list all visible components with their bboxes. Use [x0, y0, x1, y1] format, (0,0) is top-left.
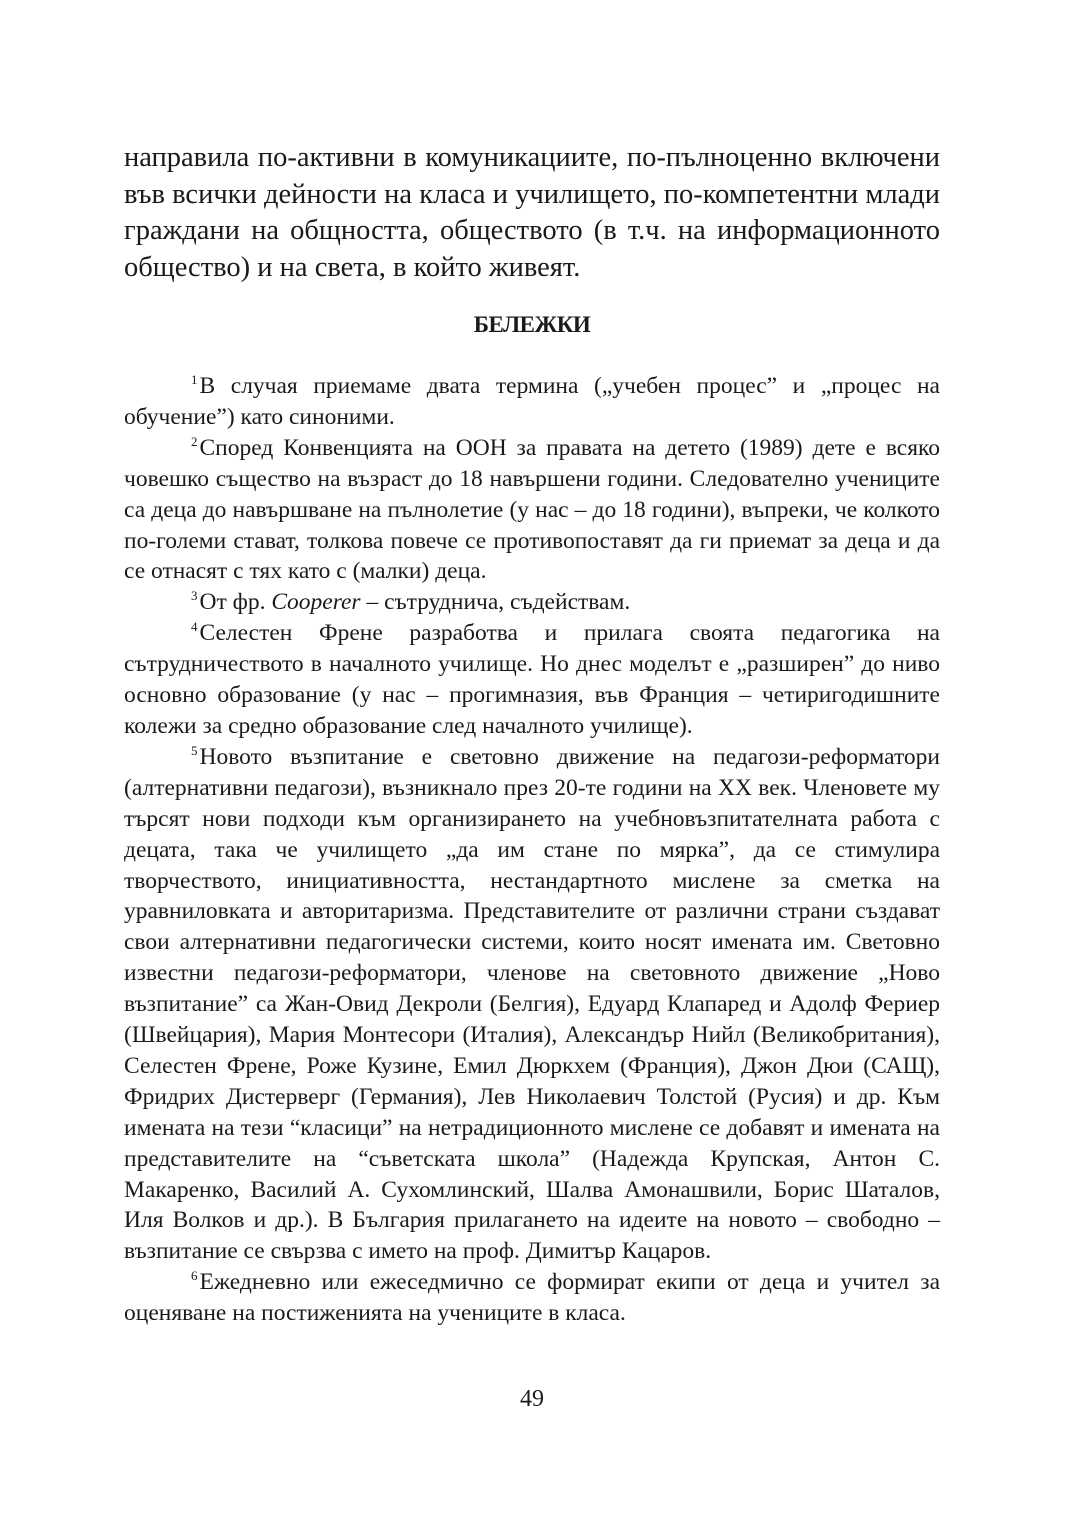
note-number: 4: [191, 619, 198, 635]
note-number: 2: [191, 433, 198, 449]
note-5: [124, 742, 940, 1267]
note-text: Новото възпитание е световно движение на педагози-реформатори (алтернативни педагози), възникнало през 20-те години на ХХ век. Членовете му търсят нови подходи към организирането на учебновъзпитателната работа с децата, така че училището „да им стане по мярка”, да се стимулира творчеството, инициативността, нестандартното мислене за сметка на уравниловката и авторитаризма. Представителите от различни страни създават свои алтернативни педагогически системи, които носят имената им. Световно известни педагози-реформатори, членове на световното движение „Ново възпитание” са Жан-Овид Декроли (Белгия), Едуард Клапаред и Адолф Фериер (Швейцария), Мария Монтесори (Италия), Александър Нийл (Великобритания), Селестен Френе, Роже Кузине, Емил Дюркхем (Франция), Джон Дюи (САЩ), Фридрих Дистерверг (Германия), Лев Николаевич Толстой (Русия) и др. Към имената на тези “класици” на нетрадиционното мислене се добавят и имената на представителите на “съветската школа” (Надежда Крупская, Антон С. Макаренко, Василий А. Сухомлинский, Шалва Амонашвили, Борис Шаталов, Иля Волков и др.). В България прилагането на идеите на новото – свободно – възпитание се свързва с името на проф. Димитър Кацаров.: [124, 743, 940, 1265]
note-text: Според Конвенцията на ООН за правата на детето (1989) дете е всяко човешко същество на възраст до 18 навършени години. Следователно учениците са деца до навършване на пълнолетие (у нас – до 18 години), въпреки, че колкото по-големи стават, толкова повече се противопоставят да ги приемат за деца и да се отнасят с тях като с (малки) деца.: [124, 434, 940, 585]
note-4: [124, 618, 940, 742]
note-text: В случая приемаме двата термина („учебен процес” и „процес на обучение”) като синоними.: [124, 373, 940, 430]
note-number: 6: [191, 1268, 198, 1284]
note-3: [124, 587, 940, 618]
note-6: [124, 1267, 940, 1329]
note-number: 1: [191, 372, 198, 387]
intro-paragraph: направила по-активни в комуникациите, по-пълноценно включени във всички дейности на класа и училището, по-компетентни млади граждани на общността, обществото (в т.ч. на информационното общество) и на света, в който живеят.: [124, 142, 940, 283]
notes-list: [124, 371, 940, 1329]
note-number: 3: [191, 588, 198, 604]
note-2: [124, 433, 940, 588]
notes-heading: БЕЛЕЖКИ: [473, 312, 591, 337]
note-number: 5: [191, 742, 198, 758]
page-number: 49: [520, 1386, 544, 1412]
book-page: [124, 0, 940, 1530]
note-text: Селестен Френе разработва и прилага своята педагогика на сътрудничеството в началното училище. Но днес моделът е „разширен” до ниво основно образование (у нас – прогимназия, във Франция – четиригодишните колежи за средно образование след началното училище).: [124, 620, 940, 739]
note-text: Ежедневно или ежеседмично се формират екипи от деца и учител за оценяване на постиженията на учениците в класа.: [124, 1269, 940, 1327]
note-1: [124, 371, 940, 433]
note-text: От фр.: [199, 589, 272, 616]
note-text: – сътруднича, съдействам.: [360, 589, 631, 616]
note-italic-term: Cooperer: [271, 589, 361, 616]
